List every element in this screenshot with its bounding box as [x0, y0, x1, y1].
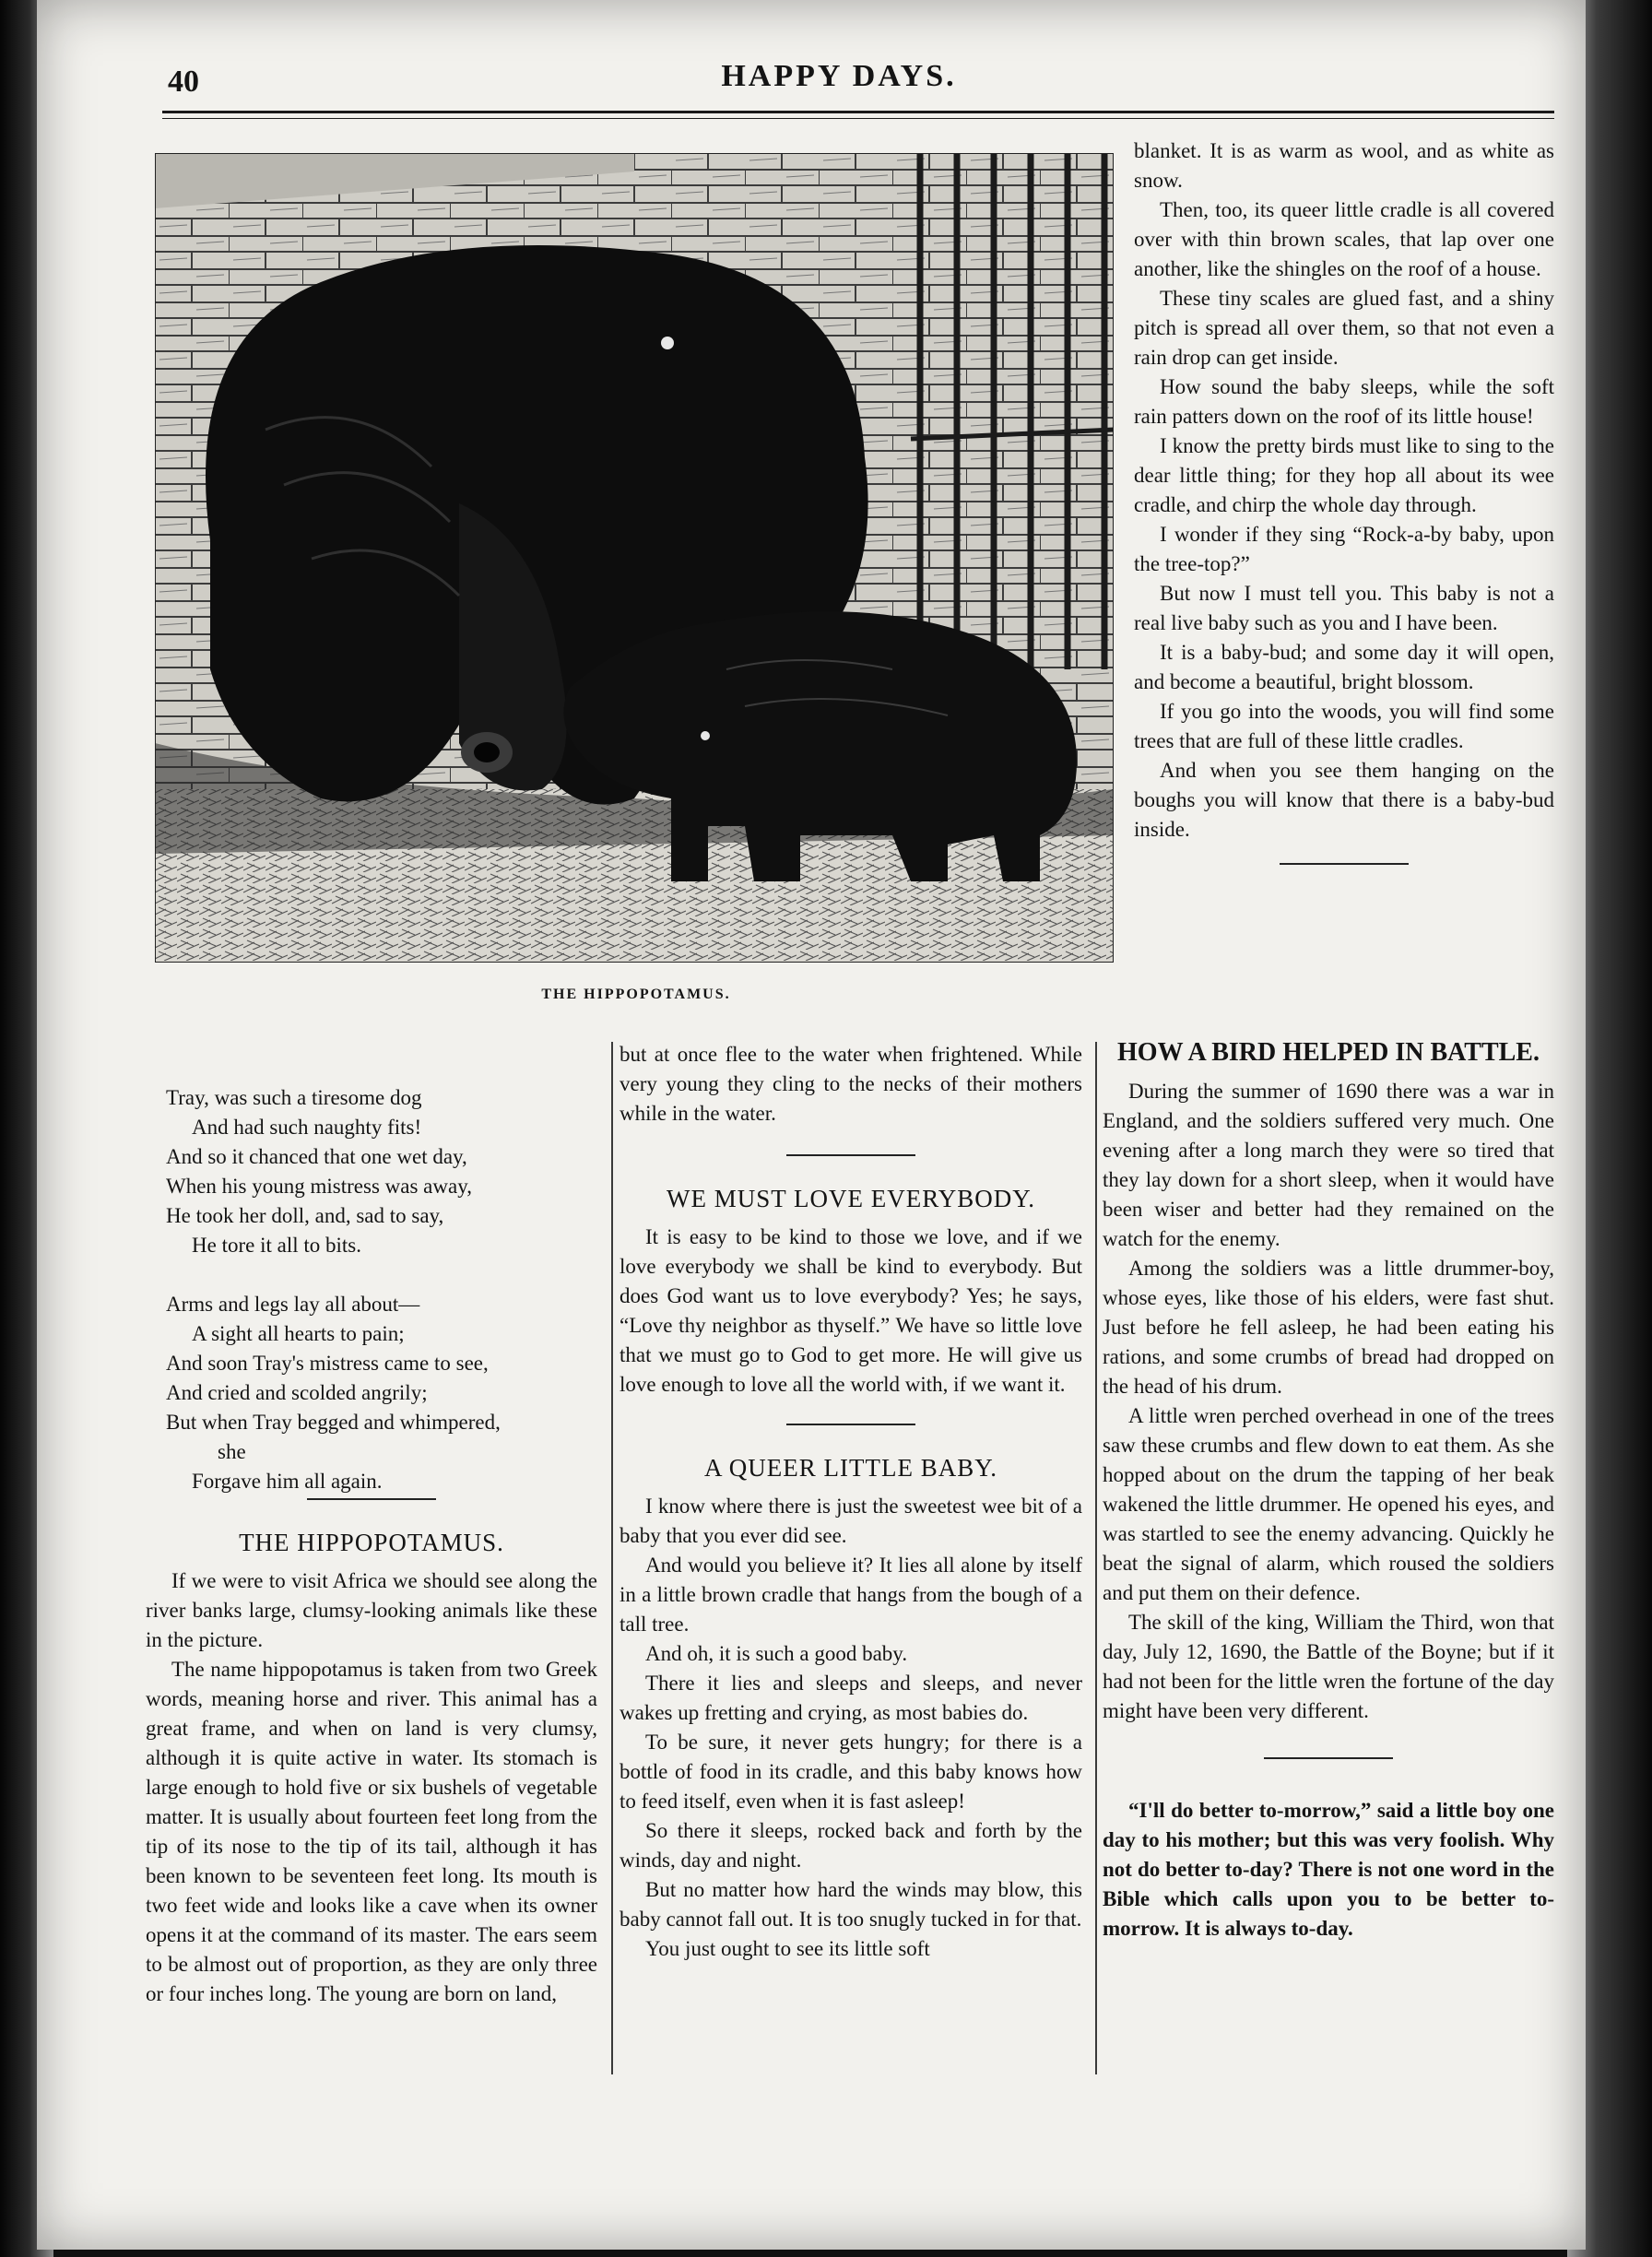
baby-continuation: I know the pretty birds must like to sing to the dear little thing; for they hop all about its wee cradle, and chirp the whole day through.: [1134, 434, 1554, 516]
column-divider-right: [1095, 1042, 1097, 2074]
baby-paragraph: So there it sleeps, rocked back and forth by the winds, day and night.: [620, 1819, 1082, 1872]
love-article-title: WE MUST LOVE EVERYBODY.: [666, 1185, 1035, 1212]
page-title: HAPPY DAYS.: [721, 59, 957, 93]
poem-line: Tray, was such a tiresome dog: [166, 1086, 422, 1109]
baby-paragraph: But no matter how hard the winds may blow, this baby cannot fall out. It is too snugly tucked in for that.: [620, 1878, 1082, 1931]
baby-continuation: How sound the baby sleeps, while the soft rain patters down on the roof of its little house!: [1134, 375, 1554, 428]
baby-continuation: It is a baby-bud; and some day it will open, and become a beautiful, bright blossom.: [1134, 641, 1554, 693]
baby-continuation: But now I must tell you. This baby is not a real live baby such as you and I have been.: [1134, 582, 1554, 634]
section-rule: [1264, 1757, 1393, 1759]
baby-continuation: I wonder if they sing “Rock-a-by baby, upon the tree-top?”: [1134, 523, 1554, 575]
poem-line: But when Tray begged and whimpered,: [166, 1411, 501, 1434]
hippo-article-title: THE HIPPOPOTAMUS.: [239, 1529, 504, 1556]
hippo-paragraph: If we were to visit Africa we should see along the river banks large, clumsy-looking animals like these in the picture.: [146, 1569, 597, 1651]
poem-line: Arms and legs lay all about—: [166, 1293, 420, 1316]
love-paragraph: It is easy to be kind to those we love, and if we love everybody we shall be kind to everybody. But does God want us to love everybody? Yes; he says, “Love thy neighbor as thyself.” We have so little love that we must go to God to get more. He will give us love enough to love all the world with, if we want it.: [620, 1225, 1082, 1396]
baby-paragraph: And oh, it is such a good baby.: [645, 1642, 908, 1665]
column-right-bottom: [1103, 1031, 1554, 1944]
header-rule-thick: [162, 111, 1554, 113]
baby-paragraph: There it lies and sleeps and sleeps, and never wakes up fretting and crying, as most babies do.: [620, 1672, 1082, 1724]
poem-line: A sight all hearts to pain;: [192, 1322, 405, 1345]
page-number: 40: [168, 65, 199, 99]
poem-line: And had such naughty fits!: [192, 1116, 422, 1139]
poem-line: He took her doll, and, sad to say,: [166, 1204, 444, 1227]
section-rule: [1280, 863, 1409, 865]
baby-paragraph: To be sure, it never gets hungry; for there is a bottle of food in its cradle, and this baby knows how to feed itself, even when it is fast asleep!: [620, 1731, 1082, 1813]
baby-paragraph: I know where there is just the sweetest wee bit of a baby that you ever did see.: [620, 1495, 1082, 1547]
poem-line: He tore it all to bits.: [192, 1234, 361, 1257]
illustration-caption: THE HIPPOPOTAMUS.: [541, 987, 731, 1002]
column-left-hippo: [146, 1498, 597, 2009]
bird-paragraph: The skill of the king, William the Third, won that day, July 12, 1690, the Battle of the Boyne; but if it had not been for the little wren the fortune of the day might have been very different.: [1103, 1611, 1554, 1722]
header-rule-thin: [162, 118, 1554, 119]
poem-line: When his young mistress was away,: [166, 1175, 472, 1198]
baby-continuation: blanket. It is as warm as wool, and as white as snow.: [1134, 139, 1554, 192]
hippo-continuation: but at once flee to the water when frightened. While very young they cling to the necks of their mothers while in the water.: [620, 1043, 1082, 1125]
bird-paragraph: During the summer of 1690 there was a war in England, and the soldiers suffered very much. One evening after a long march they were so tired that they lay down for a short sleep, when it would have been wiser and better had they remained on the watch for the enemy.: [1103, 1080, 1554, 1250]
bird-article-title: HOW A BIRD HELPED IN BATTLE.: [1117, 1038, 1540, 1067]
hippo-paragraph: The name hippopotamus is taken from two Greek words, meaning horse and river. This animal has a great frame, and when on land is very clumsy, although it is quite active in water. Its stomach is large enough to hold five or six bushels of vegetable matter. It is usually about fourteen feet long from the tip of its nose to the tip of its tail, although it has been known to be seventeen feet long. Its mouth is two feet wide and looks like a cave when its owner opens it at the command of its master. The ears seem to be almost out of proportion, as they are only three or four inches long. The young are born on land,: [146, 1658, 597, 2005]
baby-paragraph: You just ought to see its little soft: [645, 1937, 930, 1960]
poem-line: And soon Tray's mistress came to see,: [166, 1352, 489, 1375]
column-right-top: [1134, 136, 1554, 865]
bird-paragraph: Among the soldiers was a little drummer-boy, whose eyes, like those of his elders, were fast shut. Just before he fell asleep, he had been eating his rations, and some crumbs of bread had dropped on the head of his drum.: [1103, 1257, 1554, 1398]
poem-line: Forgave him all again.: [192, 1470, 383, 1493]
baby-continuation: Then, too, its queer little cradle is all covered over with thin brown scales, that lap over one another, like the shingles on the roof of a house.: [1134, 198, 1554, 280]
baby-continuation: These tiny scales are glued fast, and a shiny pitch is spread all over them, so that not even a rain drop can get inside.: [1134, 287, 1554, 369]
baby-continuation: And when you see them hanging on the boughs you will know that there is a baby-bud inside.: [1134, 759, 1554, 841]
column-middle: [620, 1040, 1082, 1964]
baby-continuation: If you go into the woods, you will find some trees that are full of these little cradles.: [1134, 700, 1554, 752]
section-rule: [786, 1424, 915, 1425]
baby-paragraph: And would you believe it? It lies all alone by itself in a little brown cradle that hangs from the bough of a tall tree.: [620, 1554, 1082, 1636]
closing-note: “I'll do better to-morrow,” said a little boy one day to his mother; but this was very foolish. Why not do better to-day? There is not one word in the Bible which calls upon you to be better to-morrow. It is always to-day.: [1103, 1799, 1554, 1940]
bird-paragraph: A little wren perched overhead in one of the trees saw these crumbs and flew down to eat them. As she hopped about on the drum the tapping of her beak wakened the little drummer. He opened his eyes, and was startled to see the enemy advancing. Quickly he beat the signal of alarm, which roused the soldiers and put them on their defence.: [1103, 1404, 1554, 1604]
poem-tray: [166, 1083, 608, 1496]
poem-line: she: [218, 1440, 246, 1463]
baby-article-title: A QUEER LITTLE BABY.: [704, 1454, 997, 1482]
section-rule: [307, 1498, 436, 1500]
hippopotamus-illustration: [155, 153, 1114, 963]
section-rule: [786, 1154, 915, 1156]
column-divider-left: [611, 1042, 613, 2074]
poem-line: And so it chanced that one wet day,: [166, 1145, 467, 1168]
poem-line: And cried and scolded angrily;: [166, 1381, 428, 1404]
